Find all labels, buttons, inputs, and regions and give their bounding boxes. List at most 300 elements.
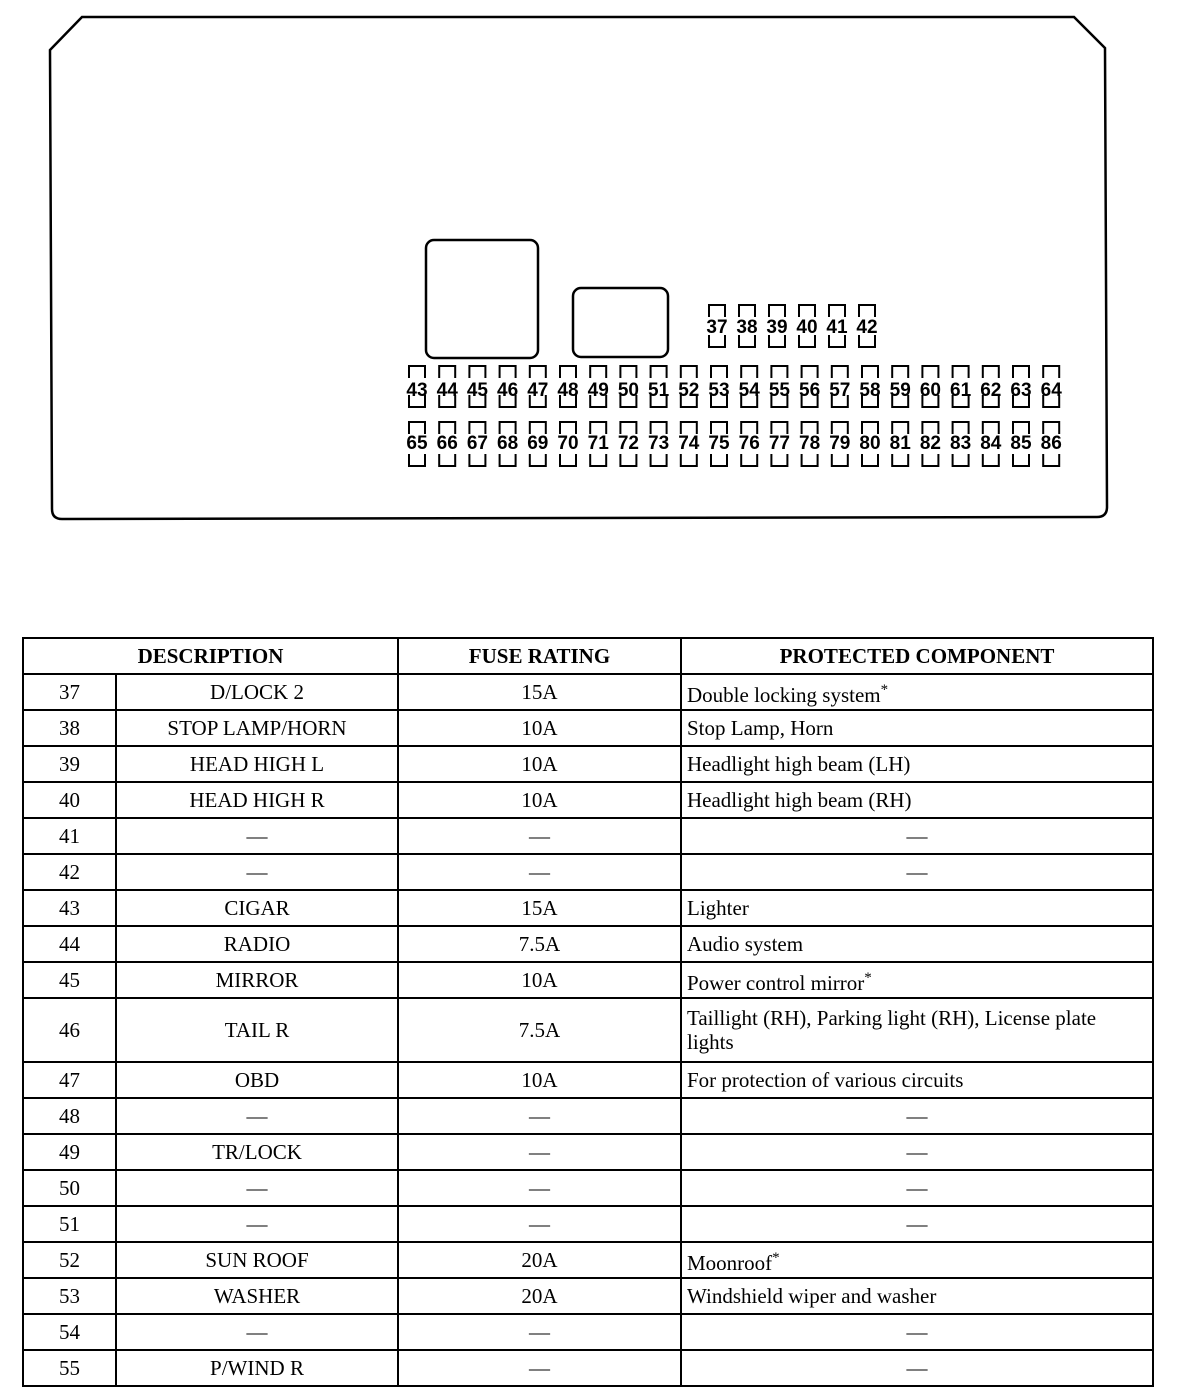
fuse-slot	[829, 422, 850, 466]
protected-component-text: Headlight high beam (RH)	[687, 788, 912, 812]
fuse-slot-label: 54	[738, 380, 760, 401]
fuse-description-text: P/WIND R	[210, 1356, 304, 1380]
fuse-description-text: CIGAR	[224, 896, 290, 920]
protected-component	[681, 818, 1153, 854]
footnote-marker: *	[880, 681, 889, 698]
protected-component	[681, 1062, 1153, 1098]
relay-slot-small	[573, 288, 668, 357]
fuse-number-text: 37	[59, 680, 80, 704]
fuse-slot	[950, 366, 972, 407]
protected-component	[681, 1314, 1153, 1350]
fuse-slot	[406, 366, 427, 407]
fuse-slot	[856, 305, 877, 347]
fuse-slot-label: 47	[527, 380, 549, 401]
fuse-slot	[829, 366, 850, 407]
fuse-description-text: SUN ROOF	[205, 1248, 309, 1272]
fuse-slot-label: 74	[678, 433, 700, 454]
fuse-rating-text: —	[529, 1212, 550, 1236]
fuse-slot-label: 76	[738, 433, 760, 454]
fuse-description-text: D/LOCK 2	[210, 680, 304, 704]
fuse-slot-top	[409, 366, 425, 378]
fuse-slot-label: 71	[587, 433, 609, 454]
fuse-description	[116, 1206, 398, 1242]
fuse-slot-bottom	[1043, 454, 1059, 466]
fuse-slot	[527, 366, 548, 407]
fuse-slot-label: 37	[706, 317, 728, 338]
protected-component	[681, 674, 1153, 710]
fuse-slot-top	[439, 366, 455, 378]
fuse-slot-top	[681, 366, 697, 378]
fuse-description	[116, 1170, 398, 1206]
protected-component-text: —	[906, 1176, 928, 1200]
fuse-slot-top	[953, 366, 969, 378]
fuse-slot	[406, 422, 428, 466]
fuse-rating	[398, 1350, 681, 1386]
fuse-slot-label: 63	[1010, 380, 1032, 401]
fuse-slot-bottom	[409, 454, 425, 466]
table-row	[23, 854, 1153, 890]
footnote-marker: *	[772, 1249, 780, 1266]
fuse-slot-top	[1013, 366, 1029, 378]
fuse-slot-label: 53	[708, 380, 730, 401]
fuse-table	[22, 637, 1154, 1387]
fuse-slot	[467, 366, 489, 407]
fuse-rating-text: 10A	[521, 1068, 558, 1092]
fuse-rating-text: 10A	[521, 788, 558, 812]
fuse-rating-text: —	[529, 860, 550, 884]
fuse-rating-text: —	[529, 1320, 550, 1344]
fuse-slot	[497, 422, 518, 466]
fuse-slot	[826, 305, 848, 347]
fuse-slot	[588, 422, 610, 466]
table-row	[23, 782, 1153, 818]
fuse-description	[116, 710, 398, 746]
fuse-description-text: —	[246, 824, 268, 848]
fuse-rating	[398, 710, 681, 746]
protected-component	[681, 1206, 1153, 1242]
protected-component-text: —	[906, 1104, 928, 1128]
protected-component	[681, 1134, 1153, 1170]
fuse-number-text: 54	[59, 1320, 80, 1344]
fuse-slot-bottom	[530, 454, 546, 466]
fuse-rating-text: 10A	[521, 968, 558, 992]
fuse-slot-label: 82	[919, 433, 941, 454]
protected-component-text: —	[906, 1212, 928, 1236]
fuse-rating-text: 7.5A	[518, 932, 561, 956]
protected-component-text: —	[906, 1320, 928, 1344]
table-row	[23, 1350, 1153, 1386]
fuse-rating	[398, 1098, 681, 1134]
fuse-number	[23, 1206, 116, 1242]
fuse-description-text: WASHER	[213, 1284, 301, 1308]
protected-component	[681, 782, 1153, 818]
fuse-slot	[708, 366, 729, 407]
fuse-description	[116, 1350, 398, 1386]
fuse-slot	[859, 422, 880, 466]
fuse-slot-label: 45	[466, 380, 488, 401]
fuse-slot-bottom	[832, 454, 848, 466]
fuse-description	[116, 1242, 398, 1278]
fuse-rating	[398, 1242, 681, 1278]
fuse-description-text: —	[246, 1212, 268, 1236]
fuse-slot-label: 83	[950, 433, 972, 454]
fuse-rating-text: 20A	[521, 1248, 558, 1272]
fuse-rating	[398, 782, 681, 818]
fuse-slot-label: 77	[768, 433, 790, 454]
fuse-number-text: 42	[59, 860, 80, 884]
fuse-number-text: 43	[59, 896, 80, 920]
fuse-slot-bottom	[741, 454, 757, 466]
fuse-slot-bottom	[802, 454, 818, 466]
fuse-slot-top	[892, 366, 908, 378]
fuse-slot	[769, 422, 790, 466]
table-row	[23, 962, 1153, 998]
fuse-description	[116, 674, 398, 710]
fuse-slot-label: 69	[527, 433, 549, 454]
fuse-slot-label: 78	[799, 433, 821, 454]
fuse-description-text: HEAD HIGH R	[189, 788, 325, 812]
fuse-slot	[437, 366, 459, 407]
fuse-number-text: 50	[59, 1176, 80, 1200]
fuse-slot	[648, 422, 669, 466]
fuse-description-text: HEAD HIGH L	[189, 752, 325, 776]
fuse-description-text: —	[246, 1320, 268, 1344]
fuse-number	[23, 998, 116, 1062]
fuse-slot-label: 75	[708, 433, 730, 454]
table-row	[23, 1314, 1153, 1350]
fuse-rating	[398, 962, 681, 998]
fuse-slot	[557, 422, 578, 466]
table-row	[23, 998, 1153, 1062]
fuse-number	[23, 1062, 116, 1098]
fuse-slot-top	[922, 366, 938, 378]
fuse-slot-label: 64	[1040, 380, 1062, 401]
table-row	[23, 1278, 1153, 1314]
fuse-rating-text: 10A	[521, 716, 558, 740]
table-row	[23, 1170, 1153, 1206]
fuse-slot-top	[469, 366, 485, 378]
fuse-slot	[618, 366, 639, 407]
fuse-slot-bottom	[953, 454, 969, 466]
fuse-slot-bottom	[771, 454, 787, 466]
fuse-slot-bottom	[681, 454, 697, 466]
fuse-slot	[796, 305, 817, 347]
fuse-rating-text: 7.5A	[518, 1018, 561, 1042]
protected-component	[681, 890, 1153, 926]
fuse-rating-text: 10A	[521, 752, 558, 776]
fuse-slot	[1041, 366, 1063, 407]
fuse-rating-text: 15A	[521, 680, 558, 704]
fuse-slot-top	[829, 305, 845, 317]
fuse-number-text: 45	[59, 968, 80, 992]
table-row	[23, 1206, 1153, 1242]
fuse-number-text: 41	[59, 824, 80, 848]
fuse-slot-bottom	[620, 454, 636, 466]
fuse-slot	[739, 422, 760, 466]
fuse-slot-label: 43	[406, 380, 428, 401]
fuse-description-text: —	[246, 1176, 268, 1200]
fuse-description-text: TR/LOCK	[212, 1140, 302, 1164]
table-row	[23, 710, 1153, 746]
fuse-description	[116, 1062, 398, 1098]
fuse-slot-top	[590, 366, 606, 378]
protected-component-text: Moonroof	[687, 1250, 773, 1275]
fuse-slot	[980, 366, 1001, 407]
protected-component-text: —	[906, 860, 928, 884]
fuse-slot-label: 80	[859, 433, 881, 454]
fuse-number-text: 55	[59, 1356, 80, 1380]
fuse-rating	[398, 1134, 681, 1170]
fuse-rating	[398, 674, 681, 710]
fuse-slot-label: 39	[766, 317, 788, 338]
fuse-slot-label: 58	[859, 380, 881, 401]
fuse-slot-top	[859, 305, 875, 317]
fuse-number	[23, 962, 116, 998]
fuse-number-text: 48	[59, 1104, 80, 1128]
fuse-box-diagram	[0, 0, 1200, 630]
fuse-description	[116, 1134, 398, 1170]
fuse-slot-label: 81	[889, 433, 911, 454]
fuse-slot-bottom	[1013, 454, 1029, 466]
protected-component	[681, 998, 1153, 1062]
fuse-slot-top	[560, 366, 576, 378]
fuse-slot-top	[802, 366, 818, 378]
fuse-rating-text: —	[529, 1356, 550, 1380]
fuse-description	[116, 998, 398, 1062]
fuse-slot	[467, 422, 488, 466]
header-description: DESCRIPTION	[23, 638, 398, 674]
fuse-slot	[1041, 422, 1062, 466]
fuse-slot	[706, 305, 727, 347]
fuse-slot	[708, 422, 730, 466]
fuse-slot-label: 46	[497, 380, 519, 401]
fuse-rating	[398, 890, 681, 926]
fuse-number	[23, 1098, 116, 1134]
fuse-rating	[398, 1206, 681, 1242]
fuse-slot	[739, 366, 761, 407]
fuse-description	[116, 1098, 398, 1134]
fuse-slot-label: 72	[617, 433, 639, 454]
protected-component	[681, 710, 1153, 746]
fuse-number	[23, 926, 116, 962]
fuse-slot-top	[832, 366, 848, 378]
fuse-number	[23, 1134, 116, 1170]
fuse-description-text: TAIL R	[224, 1018, 290, 1042]
fuse-slot-label: 65	[406, 433, 428, 454]
fuse-slot	[618, 422, 639, 466]
fuse-slot	[890, 422, 912, 466]
protected-component-text: Power control mirror	[687, 970, 865, 995]
fuse-slot-label: 85	[1010, 433, 1032, 454]
fuse-slot-top	[741, 366, 757, 378]
fuse-number	[23, 710, 116, 746]
fuse-description	[116, 890, 398, 926]
fuse-slot	[766, 305, 787, 347]
fuse-description	[116, 962, 398, 998]
fuse-slot	[950, 422, 971, 466]
fuse-slot	[920, 366, 941, 407]
fuse-slot-bottom	[439, 454, 455, 466]
fuse-rating-text: —	[529, 1176, 550, 1200]
fuse-slot	[769, 366, 791, 407]
table-row	[23, 926, 1153, 962]
fuse-slot-label: 86	[1040, 433, 1062, 454]
fuse-description	[116, 746, 398, 782]
fuse-rating	[398, 1314, 681, 1350]
fuse-description	[116, 782, 398, 818]
table-row	[23, 1134, 1153, 1170]
fuse-slot-top	[620, 366, 636, 378]
protected-component	[681, 746, 1153, 782]
fuse-description-text: —	[246, 1104, 268, 1128]
fuse-slot-bottom	[500, 454, 516, 466]
fuse-slot-bottom	[892, 454, 908, 466]
fuse-description	[116, 818, 398, 854]
protected-component-text: —	[906, 824, 928, 848]
fuse-number	[23, 1314, 116, 1350]
fuse-slot-top	[799, 305, 815, 317]
protected-component-text: Lighter	[687, 896, 749, 920]
fuse-slot-label: 60	[919, 380, 941, 401]
fuse-rating	[398, 1170, 681, 1206]
fuse-slot-top	[739, 305, 755, 317]
protected-component	[681, 1350, 1153, 1386]
fuse-slot	[497, 366, 518, 407]
fuse-description	[116, 1314, 398, 1350]
protected-component	[681, 854, 1153, 890]
fuse-rating	[398, 1062, 681, 1098]
fuse-slot-label: 44	[436, 380, 458, 401]
fuse-slot-label: 49	[587, 380, 609, 401]
table-row	[23, 674, 1153, 710]
fuse-slot-bottom	[560, 454, 576, 466]
protected-component-text: Audio system	[687, 932, 804, 956]
fuse-number-text: 44	[59, 932, 80, 956]
fuse-number	[23, 1278, 116, 1314]
fuse-rating-text: —	[529, 824, 550, 848]
fuse-slot-bottom	[922, 454, 938, 466]
fuse-slot-label: 56	[799, 380, 821, 401]
fuse-rating	[398, 926, 681, 962]
header-protected-component: PROTECTED COMPONENT	[681, 638, 1153, 674]
fuse-slot-label: 59	[889, 380, 911, 401]
fuse-slot-top	[983, 366, 999, 378]
fuse-slot-label: 73	[648, 433, 670, 454]
fuse-number	[23, 890, 116, 926]
protected-component	[681, 962, 1153, 998]
fuse-slot-bottom	[711, 454, 727, 466]
fuse-slot-bottom	[590, 454, 606, 466]
table-row	[23, 818, 1153, 854]
fuse-number-text: 39	[59, 752, 80, 776]
fuse-slot-label: 62	[980, 380, 1002, 401]
fuse-slot	[920, 422, 941, 466]
fuse-slot-bottom	[983, 454, 999, 466]
fuse-description-text: STOP LAMP/HORN	[167, 716, 347, 740]
fuse-slot-label: 48	[557, 380, 579, 401]
fuse-rating	[398, 1278, 681, 1314]
fuse-slot	[736, 305, 757, 347]
fuse-slot	[527, 422, 548, 466]
fuse-slot	[678, 422, 700, 466]
fuse-description	[116, 1278, 398, 1314]
fuse-number	[23, 818, 116, 854]
fuse-slot-top	[530, 366, 546, 378]
fuse-slot-label: 61	[950, 380, 972, 401]
table-row	[23, 1098, 1153, 1134]
fuse-slot	[678, 366, 699, 407]
fuse-number-text: 46	[59, 1018, 80, 1042]
fuse-number-text: 47	[59, 1068, 80, 1092]
fuse-slot-label: 79	[829, 433, 851, 454]
protected-component	[681, 1170, 1153, 1206]
protected-component-text: —	[906, 1140, 928, 1164]
protected-component-text: Headlight high beam (LH)	[687, 752, 911, 776]
fuse-slot-bottom	[469, 454, 485, 466]
fuse-slot	[799, 422, 820, 466]
fuse-slot-label: 50	[617, 380, 639, 401]
protected-component	[681, 1278, 1153, 1314]
fuse-slot-top	[862, 366, 878, 378]
table-row	[23, 1242, 1153, 1278]
fuse-slot	[557, 366, 578, 407]
fuse-slot-bottom	[862, 454, 878, 466]
fuse-slot-top	[769, 305, 785, 317]
fuse-number	[23, 746, 116, 782]
fuse-slot	[980, 422, 1002, 466]
fuse-rating	[398, 818, 681, 854]
table-row	[23, 1062, 1153, 1098]
fuse-slot	[859, 366, 880, 407]
protected-component-text: Taillight (RH), Parking light (RH), License plate lights	[687, 1006, 1097, 1054]
fuse-slot-top	[709, 305, 725, 317]
fuse-description-text: MIRROR	[215, 968, 299, 992]
protected-component-text: For protection of various circuits	[687, 1068, 964, 1092]
fuse-number	[23, 782, 116, 818]
protected-component	[681, 926, 1153, 962]
fuse-rating-text: 20A	[521, 1284, 558, 1308]
fuse-description	[116, 926, 398, 962]
fuse-slot-top	[651, 366, 667, 378]
fuse-number	[23, 1170, 116, 1206]
fuse-number	[23, 1350, 116, 1386]
fuse-number-text: 53	[59, 1284, 80, 1308]
fuse-number-text: 51	[59, 1212, 80, 1236]
fuse-slot-label: 38	[736, 317, 758, 338]
protected-component	[681, 1242, 1153, 1278]
fuse-slot-bottom	[651, 454, 667, 466]
fuse-slot-top	[771, 366, 787, 378]
fuse-number	[23, 854, 116, 890]
fuse-slot-label: 41	[826, 317, 848, 338]
fuse-rating	[398, 998, 681, 1062]
protected-component-text: Stop Lamp, Horn	[687, 716, 834, 740]
protected-component-text: —	[906, 1356, 928, 1380]
fuse-slot	[437, 422, 458, 466]
fuse-rating	[398, 746, 681, 782]
fuse-number	[23, 1242, 116, 1278]
protected-component	[681, 1098, 1153, 1134]
fuse-slot	[588, 366, 609, 407]
fuse-rating-text: —	[529, 1104, 550, 1128]
fuse-description	[116, 854, 398, 890]
fuse-slot-top	[500, 366, 516, 378]
table-row	[23, 890, 1153, 926]
fuse-slot	[1010, 422, 1032, 466]
fuse-slot-label: 70	[557, 433, 579, 454]
fuse-slot-label: 42	[856, 317, 878, 338]
fuse-slot-label: 66	[436, 433, 458, 454]
